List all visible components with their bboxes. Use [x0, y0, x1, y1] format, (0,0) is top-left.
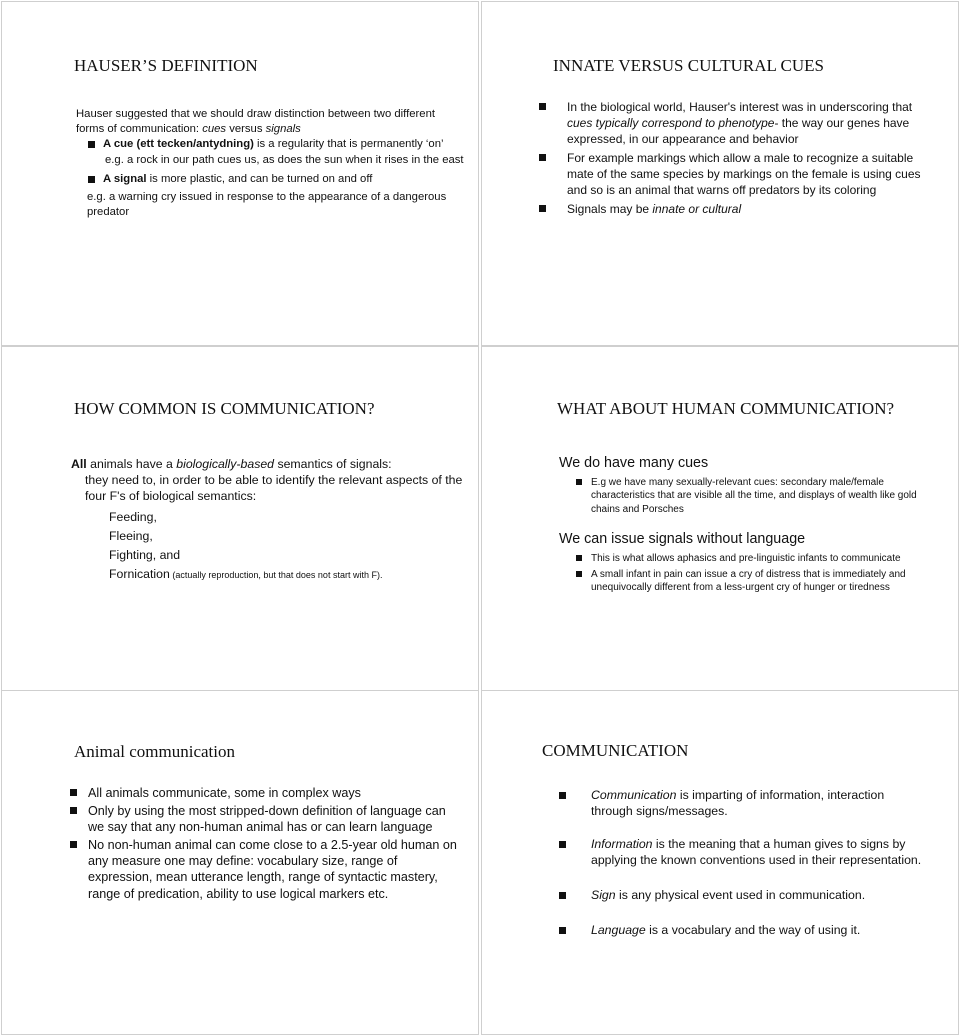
bullet-language — [559, 923, 929, 939]
slide-body — [559, 454, 939, 598]
slide-title: HOW COMMON IS COMMUNICATION? — [74, 399, 375, 418]
slide-title: COMMUNICATION — [542, 741, 689, 760]
bullet-square-icon — [539, 103, 546, 110]
bullet-infant-cry — [559, 568, 939, 595]
cue-example: e.g. a rock in our path cues us, as does the sun when it rises in the east — [105, 153, 464, 166]
line-text: animals have a — [86, 457, 177, 471]
slide-body — [539, 99, 939, 220]
definition: is any physical event used in communication. — [615, 888, 866, 902]
signal-text: is more plastic, and can be turned on and off — [146, 172, 373, 185]
bullet-non-human — [70, 837, 465, 902]
heading-signals: We can issue signals without language — [559, 530, 806, 547]
bullet-square-icon — [70, 807, 77, 814]
signal-term: A signal — [103, 172, 147, 185]
bullet-square-icon — [576, 571, 582, 577]
slide-body — [71, 456, 466, 585]
bullet-text: No non-human animal can come close to a 2.5-year old human on any measure one may define: vocabulary size, range of expression, mean utterance length, range of syntactic mastery, range of predication, ability to use logical markers etc. — [88, 837, 457, 901]
four-fs-line: they need to, in order to be able to identify the relevant aspects of the four F's of biological semantics: — [85, 473, 463, 503]
intro-signals: signals — [265, 123, 301, 136]
f-fornication-note: (actually reproduction, but that does not start with F). — [169, 570, 383, 580]
slide-body — [70, 785, 465, 904]
bullet-text-rest: - the way our genes have expressed, in our appearance and behavior — [567, 116, 910, 146]
slide-animal-communication — [1, 690, 479, 1035]
bullet-communication — [559, 788, 929, 819]
bullet-square-icon — [70, 841, 77, 848]
bullet-square-icon — [559, 927, 566, 934]
f-fornication-text: Fornication — [109, 567, 170, 581]
bullet-square-icon — [539, 154, 546, 161]
bullet-text: A small infant in pain can issue a cry of distress that is immediately and unequivocally different from a less-urgent cry of hunger or tiredness — [591, 569, 906, 594]
bullet-sexual-cues — [559, 476, 939, 516]
term: Information — [591, 837, 653, 851]
f-fornication — [71, 565, 466, 585]
slide-title: WHAT ABOUT HUMAN COMMUNICATION? — [557, 399, 895, 418]
f-fighting: Fighting, and — [109, 548, 181, 562]
slide-innate-vs-cultural — [481, 1, 959, 346]
intro-cues: cues — [202, 123, 227, 136]
bullet-square-icon — [88, 141, 95, 148]
bullet-signals — [539, 201, 939, 217]
slide-human-communication — [481, 346, 959, 691]
term: Communication — [591, 788, 677, 802]
definition: is a vocabulary and the way of using it. — [645, 922, 861, 937]
semantics-line — [71, 456, 466, 472]
f-feeding: Feeding, — [109, 510, 157, 524]
bullet-sign — [559, 888, 929, 904]
slide-body — [559, 788, 929, 938]
slide-communication — [481, 690, 959, 1035]
bullet-signal — [76, 172, 466, 187]
slide-title: HAUSER’S DEFINITION — [74, 56, 258, 75]
bullet-square-icon — [559, 892, 566, 899]
bullet-information — [559, 837, 929, 868]
bullet-all-animals — [70, 785, 465, 801]
bullet-text: For example markings which allow a male to recognize a suitable mate of the same species by markings on the female is using cues and so is an animal that warns off predators by its coloring — [567, 151, 921, 197]
bullet-square-icon — [559, 792, 566, 799]
cue-term: A cue (ett tecken/antydning) — [103, 138, 254, 151]
definition: is imparting of information, interaction through signs/messages. — [591, 788, 885, 818]
bullet-markings — [539, 150, 939, 198]
heading-cues: We do have many cues — [559, 455, 709, 471]
intro-versus: versus — [226, 123, 266, 136]
intro-text: Hauser suggested that we should draw distinction between two different forms of communication: — [76, 108, 435, 136]
bullet-aphasics — [559, 552, 939, 565]
bullet-cue — [76, 137, 466, 152]
bullet-text: Only by using the most stripped-down definition of language can we say that any non-human animal has or can learn language — [88, 803, 446, 835]
bullet-square-icon — [539, 205, 546, 212]
term: Language — [591, 922, 646, 937]
line-italic: biologically-based — [176, 457, 275, 471]
definition: is the meaning that a human gives to signs by applying the known conventions used in their representation. — [591, 837, 922, 867]
bullet-text: All animals communicate, some in complex ways — [88, 786, 361, 800]
bullet-text: Signals may be — [567, 202, 653, 216]
slide-hauser-definition — [1, 1, 479, 346]
signal-example: e.g. a warning cry issued in response to the appearance of a dangerous predator — [87, 191, 447, 219]
slide-how-common — [1, 346, 479, 691]
bullet-biological-world — [539, 99, 939, 147]
cue-text: is a regularity that is permanently ‘on’ — [253, 138, 444, 151]
bullet-square-icon — [559, 841, 566, 848]
bullet-text: This is what allows aphasics and pre-linguistic infants to communicate — [591, 552, 901, 564]
slide-body — [76, 107, 466, 220]
bullet-square-icon — [70, 789, 77, 796]
bullet-italic: cues typically correspond to phenotype — [567, 116, 775, 130]
intro-paragraph — [76, 107, 466, 137]
slide-title: Animal communication — [74, 742, 235, 761]
bullet-italic: innate or cultural — [652, 202, 742, 216]
all-bold: All — [71, 457, 87, 471]
f-fleeing: Fleeing, — [109, 529, 153, 543]
bullet-text: In the biological world, Hauser's interest was in underscoring that — [567, 100, 913, 114]
bullet-text: E.g we have many sexually-relevant cues: secondary male/female characteristics that are visible all the time, and displays of wealth like gold chains and Porsches — [591, 477, 917, 515]
bullet-square-icon — [576, 555, 582, 561]
line-text-rest: semantics of signals: — [274, 457, 392, 471]
bullet-stripped-definition — [70, 803, 465, 836]
bullet-square-icon — [88, 176, 95, 183]
bullet-square-icon — [576, 479, 582, 485]
term: Sign — [591, 888, 616, 902]
slide-title: INNATE VERSUS CULTURAL CUES — [553, 56, 824, 75]
